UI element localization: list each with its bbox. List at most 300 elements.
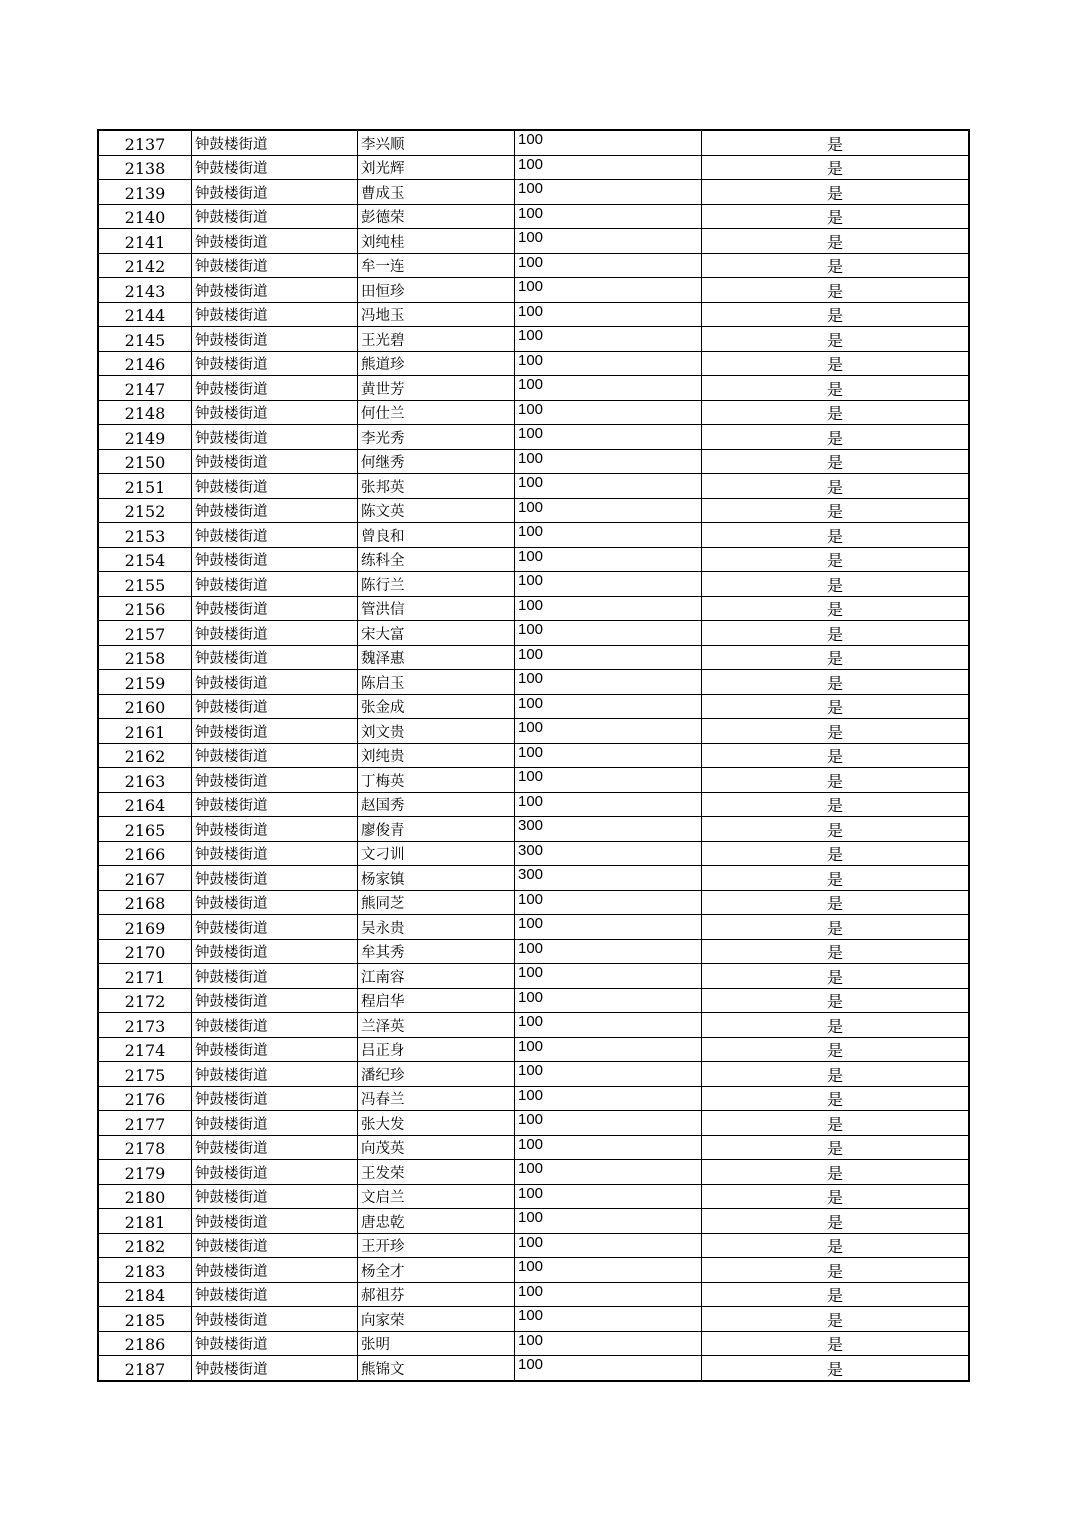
- row-number-cell: 2168: [98, 890, 192, 915]
- row-number-cell: 2142: [98, 253, 192, 278]
- amount-cell: 100: [515, 1160, 702, 1185]
- flag-cell: 是: [702, 1356, 970, 1381]
- street-cell: 钟鼓楼街道: [192, 400, 358, 425]
- table-row: [98, 768, 969, 793]
- table-body: [98, 130, 969, 1381]
- street-cell: 钟鼓楼街道: [192, 988, 358, 1013]
- amount-cell: 300: [515, 817, 702, 842]
- flag-cell: 是: [702, 1209, 970, 1234]
- table-row: [98, 1135, 969, 1160]
- row-number-cell: 2157: [98, 621, 192, 646]
- amount-cell: 100: [515, 229, 702, 254]
- flag-cell: 是: [702, 890, 970, 915]
- amount-cell: 100: [515, 1258, 702, 1283]
- flag-cell: 是: [702, 768, 970, 793]
- row-number-cell: 2147: [98, 376, 192, 401]
- flag-cell: 是: [702, 302, 970, 327]
- amount-cell: 100: [515, 327, 702, 352]
- name-cell: 李兴顺: [358, 130, 515, 155]
- name-cell: 熊道珍: [358, 351, 515, 376]
- amount-cell: 100: [515, 572, 702, 597]
- row-number-cell: 2140: [98, 204, 192, 229]
- street-cell: 钟鼓楼街道: [192, 1184, 358, 1209]
- table-row: [98, 351, 969, 376]
- row-number-cell: 2161: [98, 719, 192, 744]
- amount-cell: 100: [515, 1331, 702, 1356]
- flag-cell: 是: [702, 547, 970, 572]
- flag-cell: 是: [702, 1184, 970, 1209]
- name-cell: 吕正身: [358, 1037, 515, 1062]
- row-number-cell: 2185: [98, 1307, 192, 1332]
- table-row: [98, 645, 969, 670]
- row-number-cell: 2181: [98, 1209, 192, 1234]
- table-row: [98, 180, 969, 205]
- table-row: [98, 547, 969, 572]
- street-cell: 钟鼓楼街道: [192, 1062, 358, 1087]
- row-number-cell: 2174: [98, 1037, 192, 1062]
- amount-cell: 100: [515, 204, 702, 229]
- row-number-cell: 2186: [98, 1331, 192, 1356]
- amount-cell: 100: [515, 547, 702, 572]
- street-cell: 钟鼓楼街道: [192, 229, 358, 254]
- street-cell: 钟鼓楼街道: [192, 841, 358, 866]
- name-cell: 刘纯桂: [358, 229, 515, 254]
- row-number-cell: 2139: [98, 180, 192, 205]
- street-cell: 钟鼓楼街道: [192, 1258, 358, 1283]
- amount-cell: 100: [515, 425, 702, 450]
- flag-cell: 是: [702, 1331, 970, 1356]
- row-number-cell: 2150: [98, 449, 192, 474]
- amount-cell: 100: [515, 253, 702, 278]
- name-cell: 向茂英: [358, 1135, 515, 1160]
- table-row: [98, 523, 969, 548]
- amount-cell: 100: [515, 988, 702, 1013]
- name-cell: 王光碧: [358, 327, 515, 352]
- street-cell: 钟鼓楼街道: [192, 1331, 358, 1356]
- table-row: [98, 1233, 969, 1258]
- amount-cell: 100: [515, 1356, 702, 1381]
- table-row: [98, 1037, 969, 1062]
- table-row: [98, 253, 969, 278]
- table-row: [98, 1184, 969, 1209]
- amount-cell: 100: [515, 351, 702, 376]
- name-cell: 吴永贵: [358, 915, 515, 940]
- name-cell: 熊锦文: [358, 1356, 515, 1381]
- row-number-cell: 2178: [98, 1135, 192, 1160]
- name-cell: 廖俊青: [358, 817, 515, 842]
- amount-cell: 100: [515, 621, 702, 646]
- name-cell: 管洪信: [358, 596, 515, 621]
- amount-cell: 100: [515, 180, 702, 205]
- name-cell: 兰泽英: [358, 1013, 515, 1038]
- amount-cell: 100: [515, 498, 702, 523]
- name-cell: 何仕兰: [358, 400, 515, 425]
- row-number-cell: 2184: [98, 1282, 192, 1307]
- row-number-cell: 2145: [98, 327, 192, 352]
- flag-cell: 是: [702, 155, 970, 180]
- flag-cell: 是: [702, 817, 970, 842]
- name-cell: 陈行兰: [358, 572, 515, 597]
- name-cell: 李光秀: [358, 425, 515, 450]
- flag-cell: 是: [702, 694, 970, 719]
- table-row: [98, 1307, 969, 1332]
- street-cell: 钟鼓楼街道: [192, 1013, 358, 1038]
- amount-cell: 100: [515, 939, 702, 964]
- row-number-cell: 2156: [98, 596, 192, 621]
- flag-cell: 是: [702, 1233, 970, 1258]
- street-cell: 钟鼓楼街道: [192, 278, 358, 303]
- flag-cell: 是: [702, 351, 970, 376]
- flag-cell: 是: [702, 474, 970, 499]
- name-cell: 刘光辉: [358, 155, 515, 180]
- row-number-cell: 2160: [98, 694, 192, 719]
- name-cell: 杨全才: [358, 1258, 515, 1283]
- street-cell: 钟鼓楼街道: [192, 572, 358, 597]
- table-row: [98, 1331, 969, 1356]
- name-cell: 曾良和: [358, 523, 515, 548]
- row-number-cell: 2172: [98, 988, 192, 1013]
- row-number-cell: 2152: [98, 498, 192, 523]
- name-cell: 田恒珍: [358, 278, 515, 303]
- flag-cell: 是: [702, 743, 970, 768]
- amount-cell: 100: [515, 376, 702, 401]
- street-cell: 钟鼓楼街道: [192, 817, 358, 842]
- street-cell: 钟鼓楼街道: [192, 645, 358, 670]
- street-cell: 钟鼓楼街道: [192, 743, 358, 768]
- flag-cell: 是: [702, 253, 970, 278]
- name-cell: 陈文英: [358, 498, 515, 523]
- street-cell: 钟鼓楼街道: [192, 327, 358, 352]
- flag-cell: 是: [702, 1013, 970, 1038]
- flag-cell: 是: [702, 498, 970, 523]
- name-cell: 刘纯贵: [358, 743, 515, 768]
- table-row: [98, 841, 969, 866]
- street-cell: 钟鼓楼街道: [192, 155, 358, 180]
- amount-cell: 100: [515, 1111, 702, 1136]
- flag-cell: 是: [702, 988, 970, 1013]
- table-row: [98, 400, 969, 425]
- row-number-cell: 2154: [98, 547, 192, 572]
- flag-cell: 是: [702, 1282, 970, 1307]
- flag-cell: 是: [702, 1111, 970, 1136]
- street-cell: 钟鼓楼街道: [192, 768, 358, 793]
- name-cell: 郝祖芬: [358, 1282, 515, 1307]
- street-cell: 钟鼓楼街道: [192, 719, 358, 744]
- table-row: [98, 449, 969, 474]
- name-cell: 杨家镇: [358, 866, 515, 891]
- name-cell: 张大发: [358, 1111, 515, 1136]
- table-row: [98, 1111, 969, 1136]
- table-row: [98, 1356, 969, 1381]
- street-cell: 钟鼓楼街道: [192, 425, 358, 450]
- amount-cell: 100: [515, 449, 702, 474]
- row-number-cell: 2158: [98, 645, 192, 670]
- amount-cell: 100: [515, 523, 702, 548]
- row-number-cell: 2148: [98, 400, 192, 425]
- row-number-cell: 2183: [98, 1258, 192, 1283]
- table-row: [98, 719, 969, 744]
- amount-cell: 100: [515, 792, 702, 817]
- amount-cell: 100: [515, 915, 702, 940]
- row-number-cell: 2141: [98, 229, 192, 254]
- name-cell: 丁梅英: [358, 768, 515, 793]
- amount-cell: 100: [515, 964, 702, 989]
- amount-cell: 100: [515, 1037, 702, 1062]
- table-row: [98, 939, 969, 964]
- flag-cell: 是: [702, 425, 970, 450]
- name-cell: 潘纪珍: [358, 1062, 515, 1087]
- flag-cell: 是: [702, 1258, 970, 1283]
- name-cell: 张金成: [358, 694, 515, 719]
- flag-cell: 是: [702, 792, 970, 817]
- table-row: [98, 890, 969, 915]
- flag-cell: 是: [702, 939, 970, 964]
- flag-cell: 是: [702, 180, 970, 205]
- row-number-cell: 2153: [98, 523, 192, 548]
- street-cell: 钟鼓楼街道: [192, 596, 358, 621]
- flag-cell: 是: [702, 523, 970, 548]
- name-cell: 陈启玉: [358, 670, 515, 695]
- name-cell: 宋大富: [358, 621, 515, 646]
- name-cell: 刘文贵: [358, 719, 515, 744]
- row-number-cell: 2180: [98, 1184, 192, 1209]
- name-cell: 赵国秀: [358, 792, 515, 817]
- table-row: [98, 596, 969, 621]
- row-number-cell: 2176: [98, 1086, 192, 1111]
- amount-cell: 100: [515, 1209, 702, 1234]
- amount-cell: 100: [515, 596, 702, 621]
- name-cell: 曹成玉: [358, 180, 515, 205]
- row-number-cell: 2171: [98, 964, 192, 989]
- flag-cell: 是: [702, 596, 970, 621]
- amount-cell: 100: [515, 645, 702, 670]
- street-cell: 钟鼓楼街道: [192, 498, 358, 523]
- table-row: [98, 155, 969, 180]
- street-cell: 钟鼓楼街道: [192, 302, 358, 327]
- table-row: [98, 278, 969, 303]
- amount-cell: 100: [515, 1086, 702, 1111]
- row-number-cell: 2164: [98, 792, 192, 817]
- street-cell: 钟鼓楼街道: [192, 1135, 358, 1160]
- amount-cell: 100: [515, 278, 702, 303]
- flag-cell: 是: [702, 915, 970, 940]
- name-cell: 文刁训: [358, 841, 515, 866]
- name-cell: 程启华: [358, 988, 515, 1013]
- flag-cell: 是: [702, 1086, 970, 1111]
- flag-cell: 是: [702, 229, 970, 254]
- table-row: [98, 1086, 969, 1111]
- name-cell: 向家荣: [358, 1307, 515, 1332]
- amount-cell: 300: [515, 841, 702, 866]
- row-number-cell: 2138: [98, 155, 192, 180]
- flag-cell: 是: [702, 841, 970, 866]
- row-number-cell: 2166: [98, 841, 192, 866]
- amount-cell: 100: [515, 400, 702, 425]
- row-number-cell: 2175: [98, 1062, 192, 1087]
- name-cell: 彭德荣: [358, 204, 515, 229]
- amount-cell: 100: [515, 130, 702, 155]
- table-row: [98, 915, 969, 940]
- flag-cell: 是: [702, 130, 970, 155]
- street-cell: 钟鼓楼街道: [192, 621, 358, 646]
- street-cell: 钟鼓楼街道: [192, 670, 358, 695]
- street-cell: 钟鼓楼街道: [192, 1209, 358, 1234]
- row-number-cell: 2169: [98, 915, 192, 940]
- street-cell: 钟鼓楼街道: [192, 1233, 358, 1258]
- street-cell: 钟鼓楼街道: [192, 1282, 358, 1307]
- table-row: [98, 327, 969, 352]
- row-number-cell: 2149: [98, 425, 192, 450]
- flag-cell: 是: [702, 449, 970, 474]
- row-number-cell: 2144: [98, 302, 192, 327]
- table-row: [98, 1062, 969, 1087]
- table-row: [98, 621, 969, 646]
- row-number-cell: 2165: [98, 817, 192, 842]
- table-row: [98, 866, 969, 891]
- row-number-cell: 2146: [98, 351, 192, 376]
- flag-cell: 是: [702, 204, 970, 229]
- name-cell: 牟一连: [358, 253, 515, 278]
- name-cell: 唐忠乾: [358, 1209, 515, 1234]
- row-number-cell: 2167: [98, 866, 192, 891]
- table-row: [98, 694, 969, 719]
- row-number-cell: 2137: [98, 130, 192, 155]
- table-row: [98, 743, 969, 768]
- row-number-cell: 2155: [98, 572, 192, 597]
- flag-cell: 是: [702, 964, 970, 989]
- row-number-cell: 2177: [98, 1111, 192, 1136]
- table-row: [98, 1160, 969, 1185]
- flag-cell: 是: [702, 719, 970, 744]
- flag-cell: 是: [702, 670, 970, 695]
- table-row: [98, 1013, 969, 1038]
- amount-cell: 300: [515, 866, 702, 891]
- street-cell: 钟鼓楼街道: [192, 1307, 358, 1332]
- table-row: [98, 376, 969, 401]
- amount-cell: 100: [515, 302, 702, 327]
- flag-cell: 是: [702, 1135, 970, 1160]
- name-cell: 牟其秀: [358, 939, 515, 964]
- table-row: [98, 498, 969, 523]
- table-row: [98, 229, 969, 254]
- name-cell: 冯地玉: [358, 302, 515, 327]
- street-cell: 钟鼓楼街道: [192, 1356, 358, 1381]
- amount-cell: 100: [515, 1062, 702, 1087]
- street-cell: 钟鼓楼街道: [192, 890, 358, 915]
- street-cell: 钟鼓楼街道: [192, 1086, 358, 1111]
- row-number-cell: 2163: [98, 768, 192, 793]
- name-cell: 冯春兰: [358, 1086, 515, 1111]
- name-cell: 江南容: [358, 964, 515, 989]
- table-row: [98, 425, 969, 450]
- row-number-cell: 2182: [98, 1233, 192, 1258]
- name-cell: 熊同芝: [358, 890, 515, 915]
- street-cell: 钟鼓楼街道: [192, 474, 358, 499]
- amount-cell: 100: [515, 1135, 702, 1160]
- table-row: [98, 670, 969, 695]
- street-cell: 钟鼓楼街道: [192, 1111, 358, 1136]
- street-cell: 钟鼓楼街道: [192, 449, 358, 474]
- street-cell: 钟鼓楼街道: [192, 694, 358, 719]
- street-cell: 钟鼓楼街道: [192, 204, 358, 229]
- row-number-cell: 2179: [98, 1160, 192, 1185]
- amount-cell: 100: [515, 1282, 702, 1307]
- amount-cell: 100: [515, 1307, 702, 1332]
- flag-cell: 是: [702, 866, 970, 891]
- street-cell: 钟鼓楼街道: [192, 376, 358, 401]
- street-cell: 钟鼓楼街道: [192, 964, 358, 989]
- flag-cell: 是: [702, 1037, 970, 1062]
- table-row: [98, 204, 969, 229]
- table-row: [98, 302, 969, 327]
- table-row: [98, 1258, 969, 1283]
- table-row: [98, 964, 969, 989]
- name-cell: 张邦英: [358, 474, 515, 499]
- table-row: [98, 474, 969, 499]
- amount-cell: 100: [515, 743, 702, 768]
- table-row: [98, 572, 969, 597]
- name-cell: 文启兰: [358, 1184, 515, 1209]
- street-cell: 钟鼓楼街道: [192, 180, 358, 205]
- street-cell: 钟鼓楼街道: [192, 130, 358, 155]
- row-number-cell: 2187: [98, 1356, 192, 1381]
- flag-cell: 是: [702, 645, 970, 670]
- flag-cell: 是: [702, 1160, 970, 1185]
- name-cell: 张明: [358, 1331, 515, 1356]
- amount-cell: 100: [515, 1013, 702, 1038]
- amount-cell: 100: [515, 768, 702, 793]
- row-number-cell: 2170: [98, 939, 192, 964]
- name-cell: 王发荣: [358, 1160, 515, 1185]
- flag-cell: 是: [702, 572, 970, 597]
- amount-cell: 100: [515, 1233, 702, 1258]
- name-cell: 黄世芳: [358, 376, 515, 401]
- row-number-cell: 2143: [98, 278, 192, 303]
- name-cell: 魏泽惠: [358, 645, 515, 670]
- street-cell: 钟鼓楼街道: [192, 1160, 358, 1185]
- flag-cell: 是: [702, 400, 970, 425]
- row-number-cell: 2151: [98, 474, 192, 499]
- amount-cell: 100: [515, 890, 702, 915]
- row-number-cell: 2162: [98, 743, 192, 768]
- street-cell: 钟鼓楼街道: [192, 547, 358, 572]
- name-cell: 练科全: [358, 547, 515, 572]
- street-cell: 钟鼓楼街道: [192, 1037, 358, 1062]
- street-cell: 钟鼓楼街道: [192, 915, 358, 940]
- amount-cell: 100: [515, 670, 702, 695]
- flag-cell: 是: [702, 1062, 970, 1087]
- amount-cell: 100: [515, 694, 702, 719]
- table-row: [98, 130, 969, 155]
- street-cell: 钟鼓楼街道: [192, 523, 358, 548]
- flag-cell: 是: [702, 621, 970, 646]
- flag-cell: 是: [702, 327, 970, 352]
- amount-cell: 100: [515, 1184, 702, 1209]
- flag-cell: 是: [702, 376, 970, 401]
- street-cell: 钟鼓楼街道: [192, 351, 358, 376]
- street-cell: 钟鼓楼街道: [192, 939, 358, 964]
- table-row: [98, 1282, 969, 1307]
- name-cell: 何继秀: [358, 449, 515, 474]
- row-number-cell: 2173: [98, 1013, 192, 1038]
- data-table: [97, 129, 970, 1382]
- name-cell: 王开珍: [358, 1233, 515, 1258]
- table-row: [98, 792, 969, 817]
- table-row: [98, 817, 969, 842]
- table-row: [98, 1209, 969, 1234]
- street-cell: 钟鼓楼街道: [192, 866, 358, 891]
- row-number-cell: 2159: [98, 670, 192, 695]
